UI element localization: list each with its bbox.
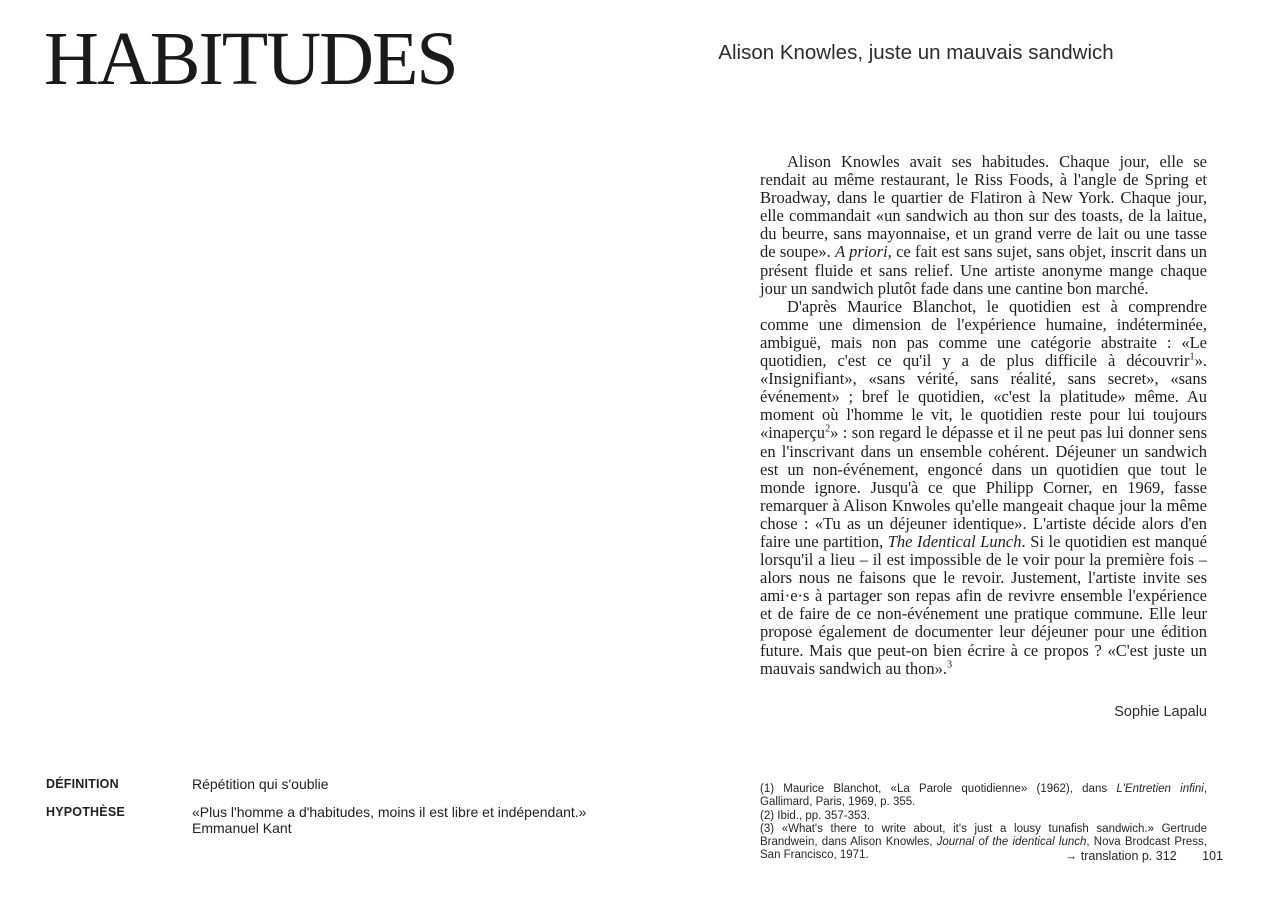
definition-row (46, 776, 686, 793)
article-heading: Alison Knowles, juste un mauvais sandwich (718, 41, 1114, 64)
article-body (760, 153, 1207, 721)
definition-block (46, 776, 686, 848)
footnote-3: (3) «What's there to write about, it's just a lousy tunafish sandwich.» Gertrude Brandwein, dans Alison Knowles, Journal of the identical lunch, Nova Brodcast Press, San Francisco, 1971. (760, 822, 1207, 862)
hypothesis-quote: «Plus l'homme a d'habitudes, moins il est libre et indépendant.» (192, 803, 587, 820)
page-footer (1065, 849, 1223, 863)
author-name: Sophie Lapalu (1114, 703, 1207, 720)
definition-label: DÉFINITION (46, 777, 119, 791)
page-number: 101 (1202, 849, 1223, 863)
page-title: HABITUDES (44, 17, 457, 101)
definition-text: Répétition qui s'oublie (192, 776, 329, 792)
body-paragraph-1: Alison Knowles avait ses habitudes. Chaque jour, elle se rendait au même restaurant, le Riss Foods, à l'angle de Spring et Broadway, dans le quartier de Flatiron à New York. Chaque jour, elle commandait «un sandwich au thon sur des toasts, de la laitue, du beurre, sans mayonnaise, et un grand verre de lait ou une tasse de soupe». A priori, ce fait est sans sujet, sans objet, inscrit dans un présent fluide et sans relief. Une artiste anonyme mange chaque jour un sandwich plutôt fade dans une cantine bon marché. (760, 152, 1208, 298)
footnote-2: (2) Ibid., pp. 357-353. (760, 809, 870, 822)
hypothesis-text (192, 804, 586, 837)
body-paragraph-2: D'après Maurice Blanchot, le quotidien est à comprendre comme une dimension de l'expérience humaine, indéterminée, ambiguë, mais non pas comme une catégorie abstraite : «Le quotidien, c'est ce qu'il y a de plus difficile à découvrir$^1$». «Insignifiant», «sans vérité, sans réalité, sans secret», «sans événement» ; bref le quotidien, «c'est la platitude» même. Au moment où l'homme le vit, le quotidien reste pour lui toujours «inaperçu$^2$» : son regard le dépasse et il ne peut pas lui donner sens en l'inscrivant dans un ensemble cohérent. Déjeuner un sandwich est un non-événement, engoncé dans un quotidien que tout le monde ignore. Jusqu'à ce que Philipp Corner, en 1969, fasse remarquer à Alison Knwoles qu'elle mangeait chaque jour la même chose : «Tu as un déjeuner identique». L'artiste décide alors d'en faire une partition, The Identical Lunch. Si le quotidien est manqué lorsqu'il a lieu – il est impossible de le voir pour la première fois – alors nous ne faisons que le revoir. Justement, l'artiste invite ses ami·e·s à partager son repas afin de revivre ensemble l'expérience et de faire de ce non-événement une pratique commune. Elle leur propose également de documenter leur déjeuner pour une édition future. Mais que peut-on bien écrire à ce propos ? «C'est juste un mauvais sandwich au thon».$^3$ (760, 296, 1207, 678)
translation-reference: translation p. 312 (1080, 849, 1177, 863)
footnote-1: (1) Maurice Blanchot, «La Parole quotidienne» (1962), dans L'Entretien infini, Gallimard, Paris, 1969, p. 355. (760, 783, 1208, 809)
hypothesis-row (46, 804, 686, 837)
hypothesis-label: HYPOTHÈSE (46, 804, 125, 819)
hypothesis-attribution: Emmanuel Kant (192, 820, 292, 836)
arrow-right-icon: → (1064, 849, 1078, 863)
